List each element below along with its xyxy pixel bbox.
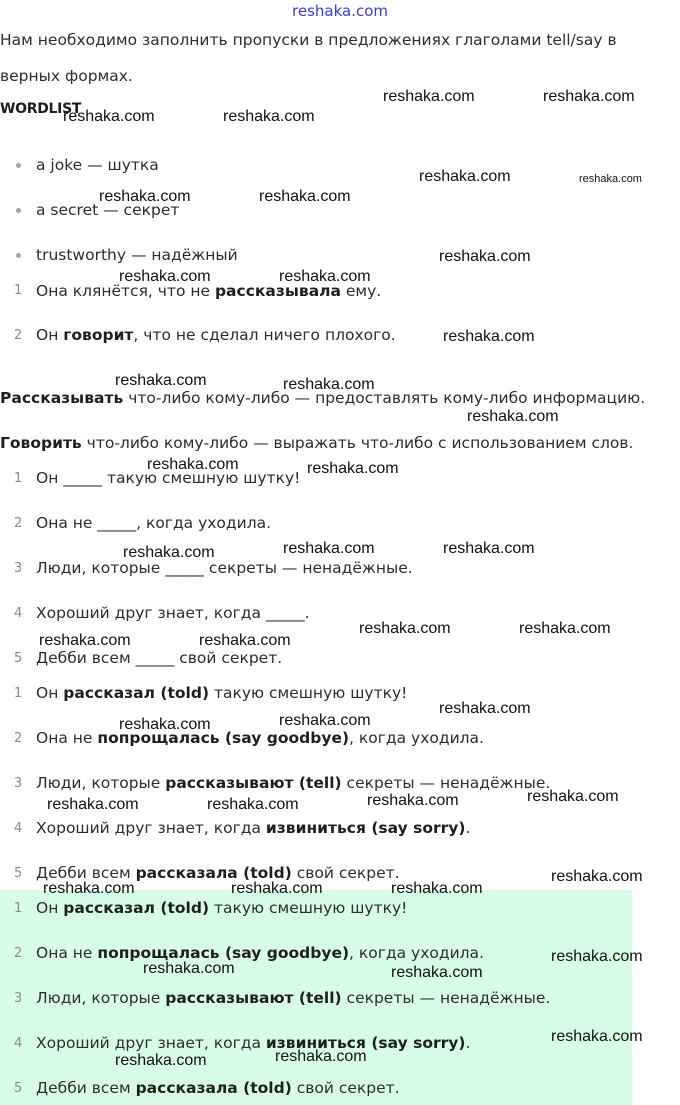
watermark-text: reshaka.com — [443, 328, 535, 345]
watermark-text: reshaka.com — [359, 620, 451, 637]
watermark-text: reshaka.com — [143, 960, 235, 977]
watermark-text: reshaka.com — [207, 796, 299, 813]
list-number: 1 — [14, 283, 23, 298]
watermark-text: reshaka.com — [543, 88, 635, 105]
exercise-sentence: Люди, которые _____ секреты — ненадёжные. — [36, 559, 413, 577]
watermark-text: reshaka.com — [383, 88, 475, 105]
watermark-text: reshaka.com — [39, 632, 131, 649]
watermark-text: reshaka.com — [275, 1048, 367, 1065]
watermark-text: reshaka.com — [443, 540, 535, 557]
exercise-sentence: Хороший друг знает, когда _____. — [36, 604, 310, 622]
answer-sentence: Люди, которые рассказывают (tell) секреты — ненадёжные. — [36, 774, 551, 792]
bullet-icon — [16, 208, 21, 213]
list-number: 2 — [14, 946, 23, 961]
bullet-icon — [16, 163, 21, 168]
answer-sentence: Дебби всем рассказала (told) свой секрет. — [36, 864, 400, 882]
list-number: 1 — [14, 471, 23, 486]
watermark-text: reshaka.com — [419, 168, 511, 185]
wordlist-item: trustworthy — надёжный — [36, 246, 238, 264]
watermark-text: reshaka.com — [551, 1028, 643, 1045]
list-number: 5 — [14, 651, 23, 666]
highlighted-answer-sentence: Люди, которые рассказывают (tell) секреты — ненадёжные. — [36, 989, 551, 1007]
list-number: 5 — [14, 866, 23, 881]
list-number: 4 — [14, 821, 23, 836]
watermark-text: reshaka.com — [259, 188, 351, 205]
watermark-text: reshaka.com — [551, 868, 643, 885]
exercise-sentence: Она не _____, когда уходила. — [36, 514, 272, 532]
definition-say: Говорить что-либо кому-либо — выражать что-либо с использованием слов. — [0, 434, 634, 452]
watermark-text: reshaka.com — [115, 372, 207, 389]
watermark-text: reshaka.com — [307, 460, 399, 477]
list-number: 2 — [14, 516, 23, 531]
highlighted-answer-sentence: Она не попрощалась (say goodbye), когда уходила. — [36, 944, 484, 962]
list-number: 3 — [14, 561, 23, 576]
wordlist-item: a joke — шутка — [36, 156, 159, 174]
watermark-text: reshaka.com — [147, 456, 239, 473]
list-number: 1 — [14, 686, 23, 701]
answer-sentence: Хороший друг знает, когда извиниться (say sorry). — [36, 819, 471, 837]
example-sentence: Она клянётся, что не рассказывала ему. — [36, 282, 382, 300]
watermark-text: reshaka.com — [279, 712, 371, 729]
highlighted-answer-sentence: Хороший друг знает, когда извиниться (say sorry). — [36, 1034, 471, 1052]
exercise-sentence: Дебби всем _____ свой секрет. — [36, 649, 283, 667]
watermark-text: reshaka.com — [391, 880, 483, 897]
list-number: 3 — [14, 776, 23, 791]
highlighted-answer-sentence: Он рассказал (told) такую смешную шутку! — [36, 899, 408, 917]
watermark-text: reshaka.com — [439, 248, 531, 265]
watermark-text: reshaka.com — [391, 964, 483, 981]
watermark-text: reshaka.com — [123, 544, 215, 561]
exercise-sentence: Он _____ такую смешную шутку! — [36, 469, 301, 487]
site-header-link[interactable]: reshaka.com — [292, 2, 388, 20]
watermark-text: reshaka.com — [199, 632, 291, 649]
watermark-text: reshaka.com — [439, 700, 531, 717]
highlighted-answer-sentence: Дебби всем рассказала (told) свой секрет. — [36, 1079, 400, 1097]
watermark-text: reshaka.com — [115, 1052, 207, 1069]
answer-sentence: Она не попрощалась (say goodbye), когда уходила. — [36, 729, 484, 747]
example-sentence: Он говорит, что не сделал ничего плохого. — [36, 326, 396, 344]
list-number: 4 — [14, 1036, 23, 1051]
list-number: 2 — [14, 328, 23, 343]
watermark-text: reshaka.com — [119, 716, 211, 733]
watermark-text: reshaka.com — [279, 268, 371, 285]
watermark-text: reshaka.com — [223, 108, 315, 125]
intro-line-1: Нам необходимо заполнить пропуски в предложениях глаголами tell/say в — [0, 31, 617, 49]
definition-tell: Рассказывать что-либо кому-либо — предоставлять кому-либо информацию. — [0, 389, 646, 407]
list-number: 4 — [14, 606, 23, 621]
list-number: 2 — [14, 731, 23, 746]
answer-sentence: Он рассказал (told) такую смешную шутку! — [36, 684, 408, 702]
watermark-text: reshaka.com — [47, 796, 139, 813]
watermark-text: reshaka.com — [99, 188, 191, 205]
watermark-text: reshaka.com — [119, 268, 211, 285]
wordlist-heading: WORDLIST — [0, 101, 82, 117]
watermark-text: reshaka.com — [43, 880, 135, 897]
bullet-icon — [16, 253, 21, 258]
list-number: 3 — [14, 991, 23, 1006]
wordlist-item: a secret — секрет — [36, 201, 180, 219]
watermark-text: reshaka.com — [283, 376, 375, 393]
watermark-text: reshaka.com — [63, 108, 155, 125]
intro-line-2: верных формах. — [0, 67, 133, 85]
watermark-text: reshaka.com — [527, 788, 619, 805]
watermark-text: reshaka.com — [467, 408, 559, 425]
list-number: 1 — [14, 901, 23, 916]
list-number: 5 — [14, 1081, 23, 1096]
watermark-text: reshaka.com — [519, 620, 611, 637]
watermark-text: reshaka.com — [367, 792, 459, 809]
watermark-text: reshaka.com — [231, 880, 323, 897]
watermark-text: reshaka.com — [283, 540, 375, 557]
watermark-text: reshaka.com — [551, 948, 643, 965]
watermark-text: reshaka.com — [579, 173, 642, 185]
